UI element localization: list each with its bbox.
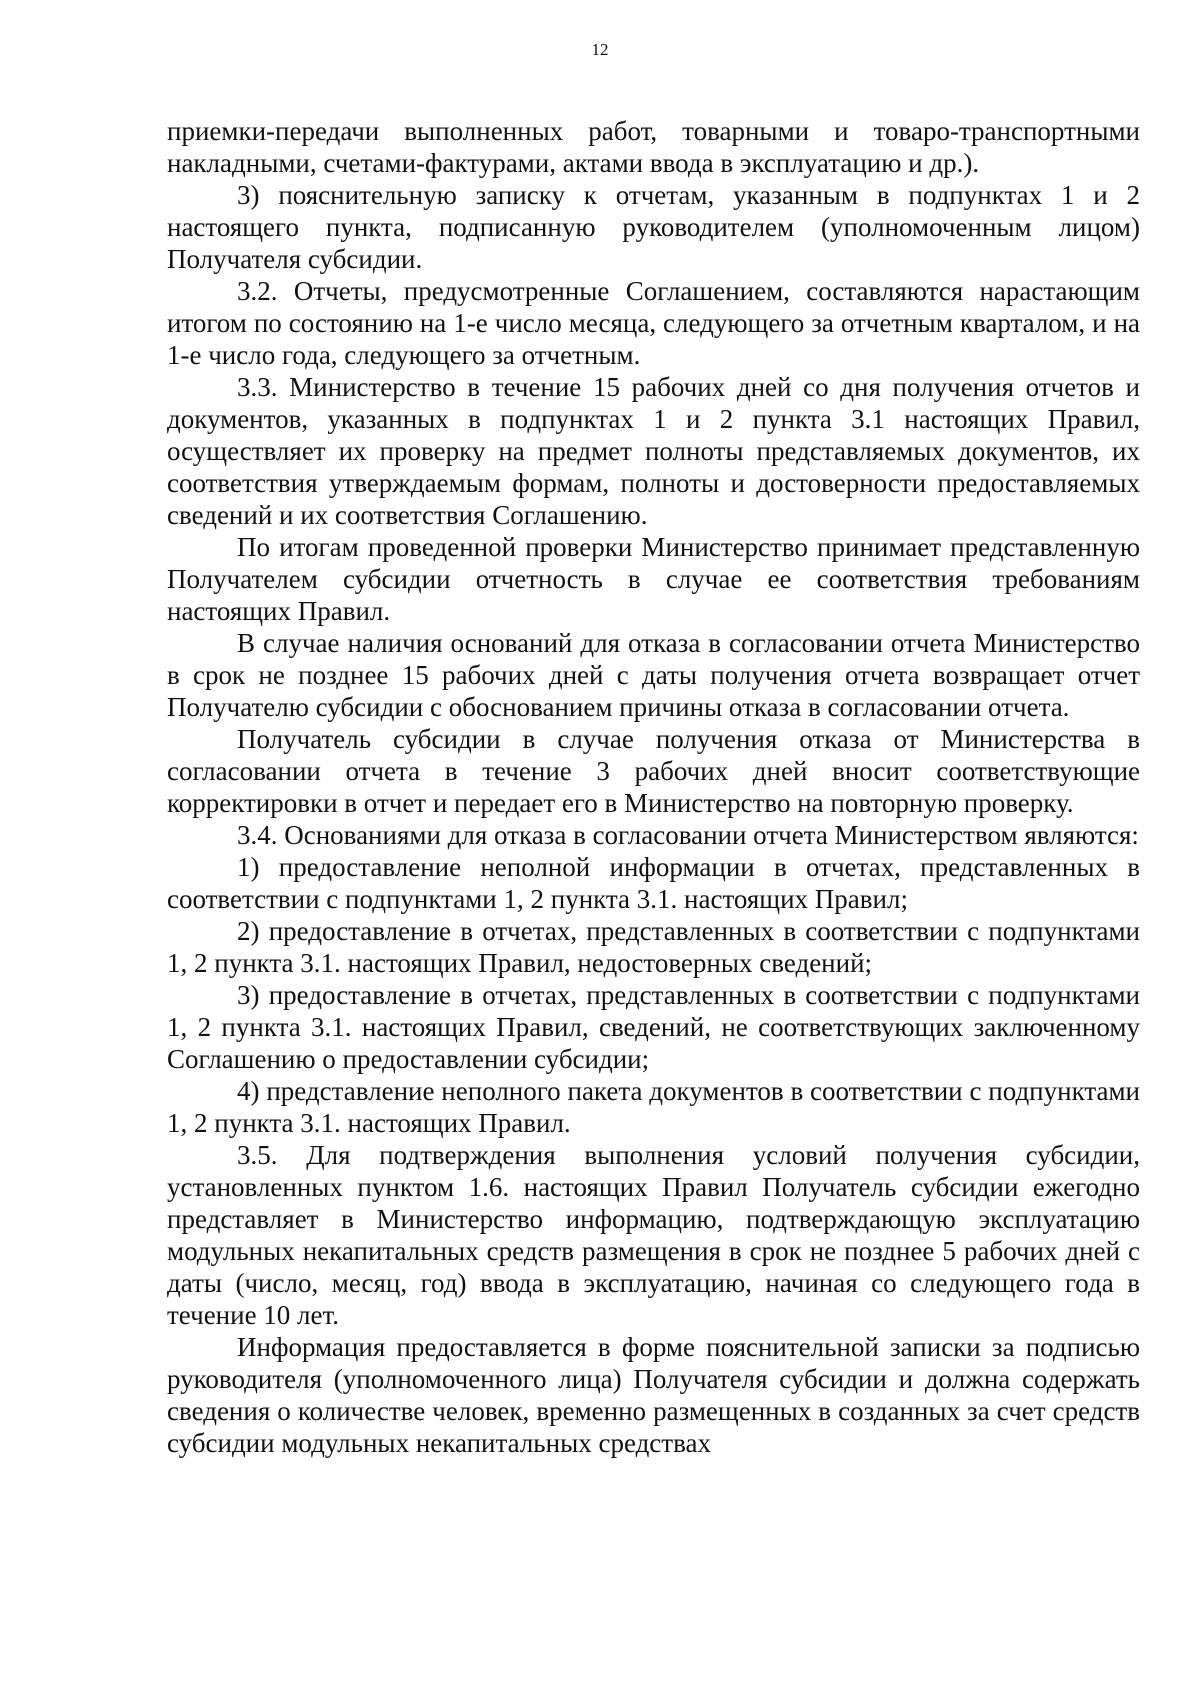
paragraph-8: 3.4. Основаниями для отказа в согласовании отчета Министерством являются: — [237, 820, 1139, 850]
paragraph-2: 3) пояснительную записку к отчетам, указанным в подпунктах 1 и 2 настоящего пункта, подписанную руководителем (уполномоченным лицом) Получателя субсидии. — [167, 180, 1140, 274]
paragraph-13: 3.5. Для подтверждения выполнения условий получения субсидии, установленных пунктом 1.6. настоящих Правил Получатель субсидии ежегодно представляет в Министерство информацию, подтверждающую эксплуатацию модульных некапитальных средств размещения в срок не позднее 5 рабочих дней с даты (число, месяц, год) ввода в эксплуатацию, начиная со следующего года в течение 10 лет. — [167, 1140, 1140, 1330]
paragraph-9: 1) предоставление неполной информации в отчетах, представленных в соответствии с подпунктами 1, 2 пункта 3.1. настоящих Правил; — [167, 852, 1140, 914]
paragraph-12: 4) представление неполного пакета документов в соответствии с подпунктами 1, 2 пункта 3.1. настоящих Правил. — [167, 1076, 1140, 1138]
paragraph-1: приемки-передачи выполненных работ, товарными и товаро-транспортными накладными, счетами-фактурами, актами ввода в эксплуатацию и др.). — [167, 116, 1140, 178]
paragraph-5: По итогам проведенной проверки Министерство принимает представленную Получателем субсидии отчетность в случае ее соответствия требованиям настоящих Правил. — [167, 532, 1140, 626]
document-body — [167, 115, 1140, 1459]
paragraph-6: В случае наличия оснований для отказа в согласовании отчета Министерство в срок не позднее 15 рабочих дней с даты получения отчета возвращает отчет Получателю субсидии с обоснованием причины отказа в согласовании отчета. — [167, 628, 1140, 722]
paragraph-10: 2) предоставление в отчетах, представленных в соответствии с подпунктами 1, 2 пункта 3.1. настоящих Правил, недостоверных сведений; — [167, 916, 1140, 978]
page-number: 12 — [591, 40, 609, 59]
paragraph-14: Информация предоставляется в форме пояснительной записки за подписью руководителя (уполномоченного лица) Получателя субсидии и должна содержать сведения о количестве человек, временно размещенных в созданных за счет средств субсидии модульных некапитальных средствах — [167, 1332, 1140, 1458]
paragraph-4: 3.3. Министерство в течение 15 рабочих дней со дня получения отчетов и документов, указанных в подпунктах 1 и 2 пункта 3.1 настоящих Правил, осуществляет их проверку на предмет полноты представляемых документов, их соответствия утверждаемым формам, полноты и достоверности предоставляемых сведений и их соответствия Соглашению. — [167, 372, 1140, 530]
paragraph-11: 3) предоставление в отчетах, представленных в соответствии с подпунктами 1, 2 пункта 3.1. настоящих Правил, сведений, не соответствующих заключенному Соглашению о предоставлении субсидии; — [167, 980, 1140, 1074]
paragraph-7: Получатель субсидии в случае получения отказа от Министерства в согласовании отчета в течение 3 рабочих дней вносит соответствующие корректировки в отчет и передает его в Министерство на повторную проверку. — [167, 724, 1140, 818]
paragraph-3: 3.2. Отчеты, предусмотренные Соглашением, составляются нарастающим итогом по состоянию на 1-е число месяца, следующего за отчетным кварталом, и на 1-е число года, следующего за отчетным. — [167, 276, 1140, 370]
